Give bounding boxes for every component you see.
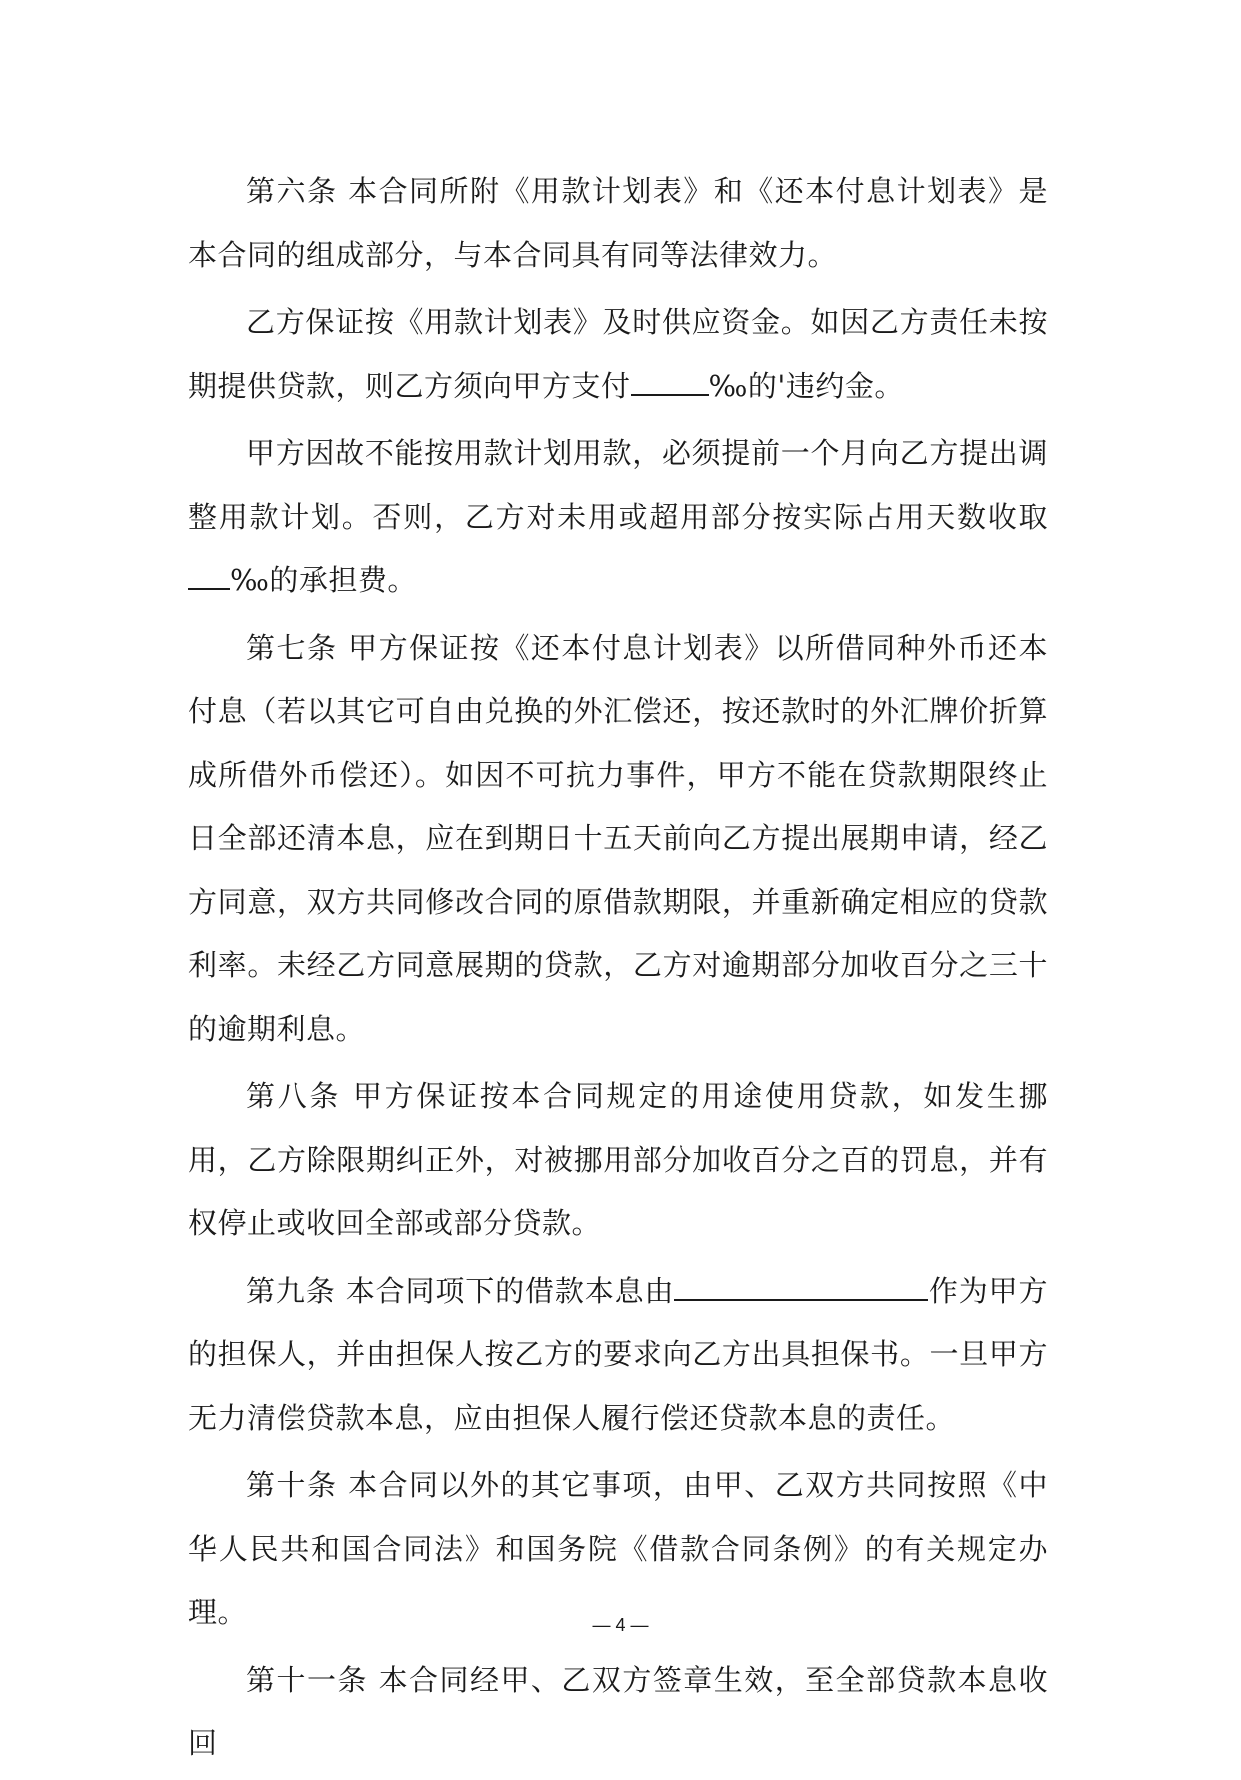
adjust-plan-text: 甲方因故不能按用款计划用款，必须提前一个月向乙方提出调整用款计划。否则，乙方对未用或超用部分按实际占用天数收取 bbox=[188, 436, 1048, 534]
penalty-rate-blank bbox=[631, 368, 709, 396]
article-11-text: 第十一条 本合同经甲、乙双方签章生效，至全部贷款本息收回 bbox=[188, 1662, 1048, 1760]
article-6-text: 第六条 本合同所附《用款计划表》和《还本付息计划表》是本合同的组成部分，与本合同具有同等法律效力。 bbox=[188, 174, 1048, 272]
article-9-paragraph bbox=[188, 1260, 1048, 1451]
article-11-paragraph bbox=[188, 1649, 1048, 1776]
article-9-text: 第九条 本合同项下的借款本息由 bbox=[246, 1273, 675, 1308]
article-7-text: 第七条 甲方保证按《还本付息计划表》以所借同种外币还本付息（若以其它可自由兑换的外汇偿还，按还款时的外汇牌价折算成所借外币偿还）。如因不可抗力事件，甲方不能在贷款期限终止日全部还清本息，应在到期日十五天前向乙方提出展期申请，经乙方同意，双方共同修改合同的原借款期限，并重新确定相应的贷款利率。未经乙方同意展期的贷款，乙方对逾期部分加收百分之三十的逾期利息。 bbox=[188, 630, 1048, 1046]
commitment-fee-blank bbox=[188, 562, 230, 590]
adjust-plan-paragraph bbox=[188, 422, 1048, 613]
article-8-text: 第八条 甲方保证按本合同规定的用途使用贷款，如发生挪用，乙方除限期纠正外，对被挪用部分加收百分之百的罚息，并有权停止或收回全部或部分贷款。 bbox=[188, 1079, 1048, 1240]
article-6-paragraph bbox=[188, 160, 1048, 287]
supply-funds-paragraph bbox=[188, 291, 1048, 418]
adjust-plan-text-end: ‰的承担费。 bbox=[230, 563, 417, 597]
page-number: — 4 — bbox=[592, 1615, 649, 1635]
document-body bbox=[188, 160, 1048, 1780]
article-10-text: 第十条 本合同以外的其它事项，由甲、乙双方共同按照《中华人民共和国合同法》和国务院《借款合同条例》的有关规定办理。 bbox=[188, 1468, 1048, 1629]
guarantor-blank bbox=[674, 1273, 928, 1301]
article-9-text-end: 作为甲方的担保人，并由担保人按乙方的要求向乙方出具担保书。一旦甲方无力清偿贷款本息，应由担保人履行偿还贷款本息的责任。 bbox=[188, 1273, 1048, 1435]
supply-funds-text-end: ‰的'违约金。 bbox=[708, 368, 904, 403]
article-7-paragraph bbox=[188, 617, 1048, 1062]
article-8-paragraph bbox=[188, 1065, 1048, 1256]
supply-funds-text: 乙方保证按《用款计划表》及时供应资金。如因乙方责任未按期提供贷款，则乙方须向甲方支付 bbox=[188, 305, 1048, 403]
